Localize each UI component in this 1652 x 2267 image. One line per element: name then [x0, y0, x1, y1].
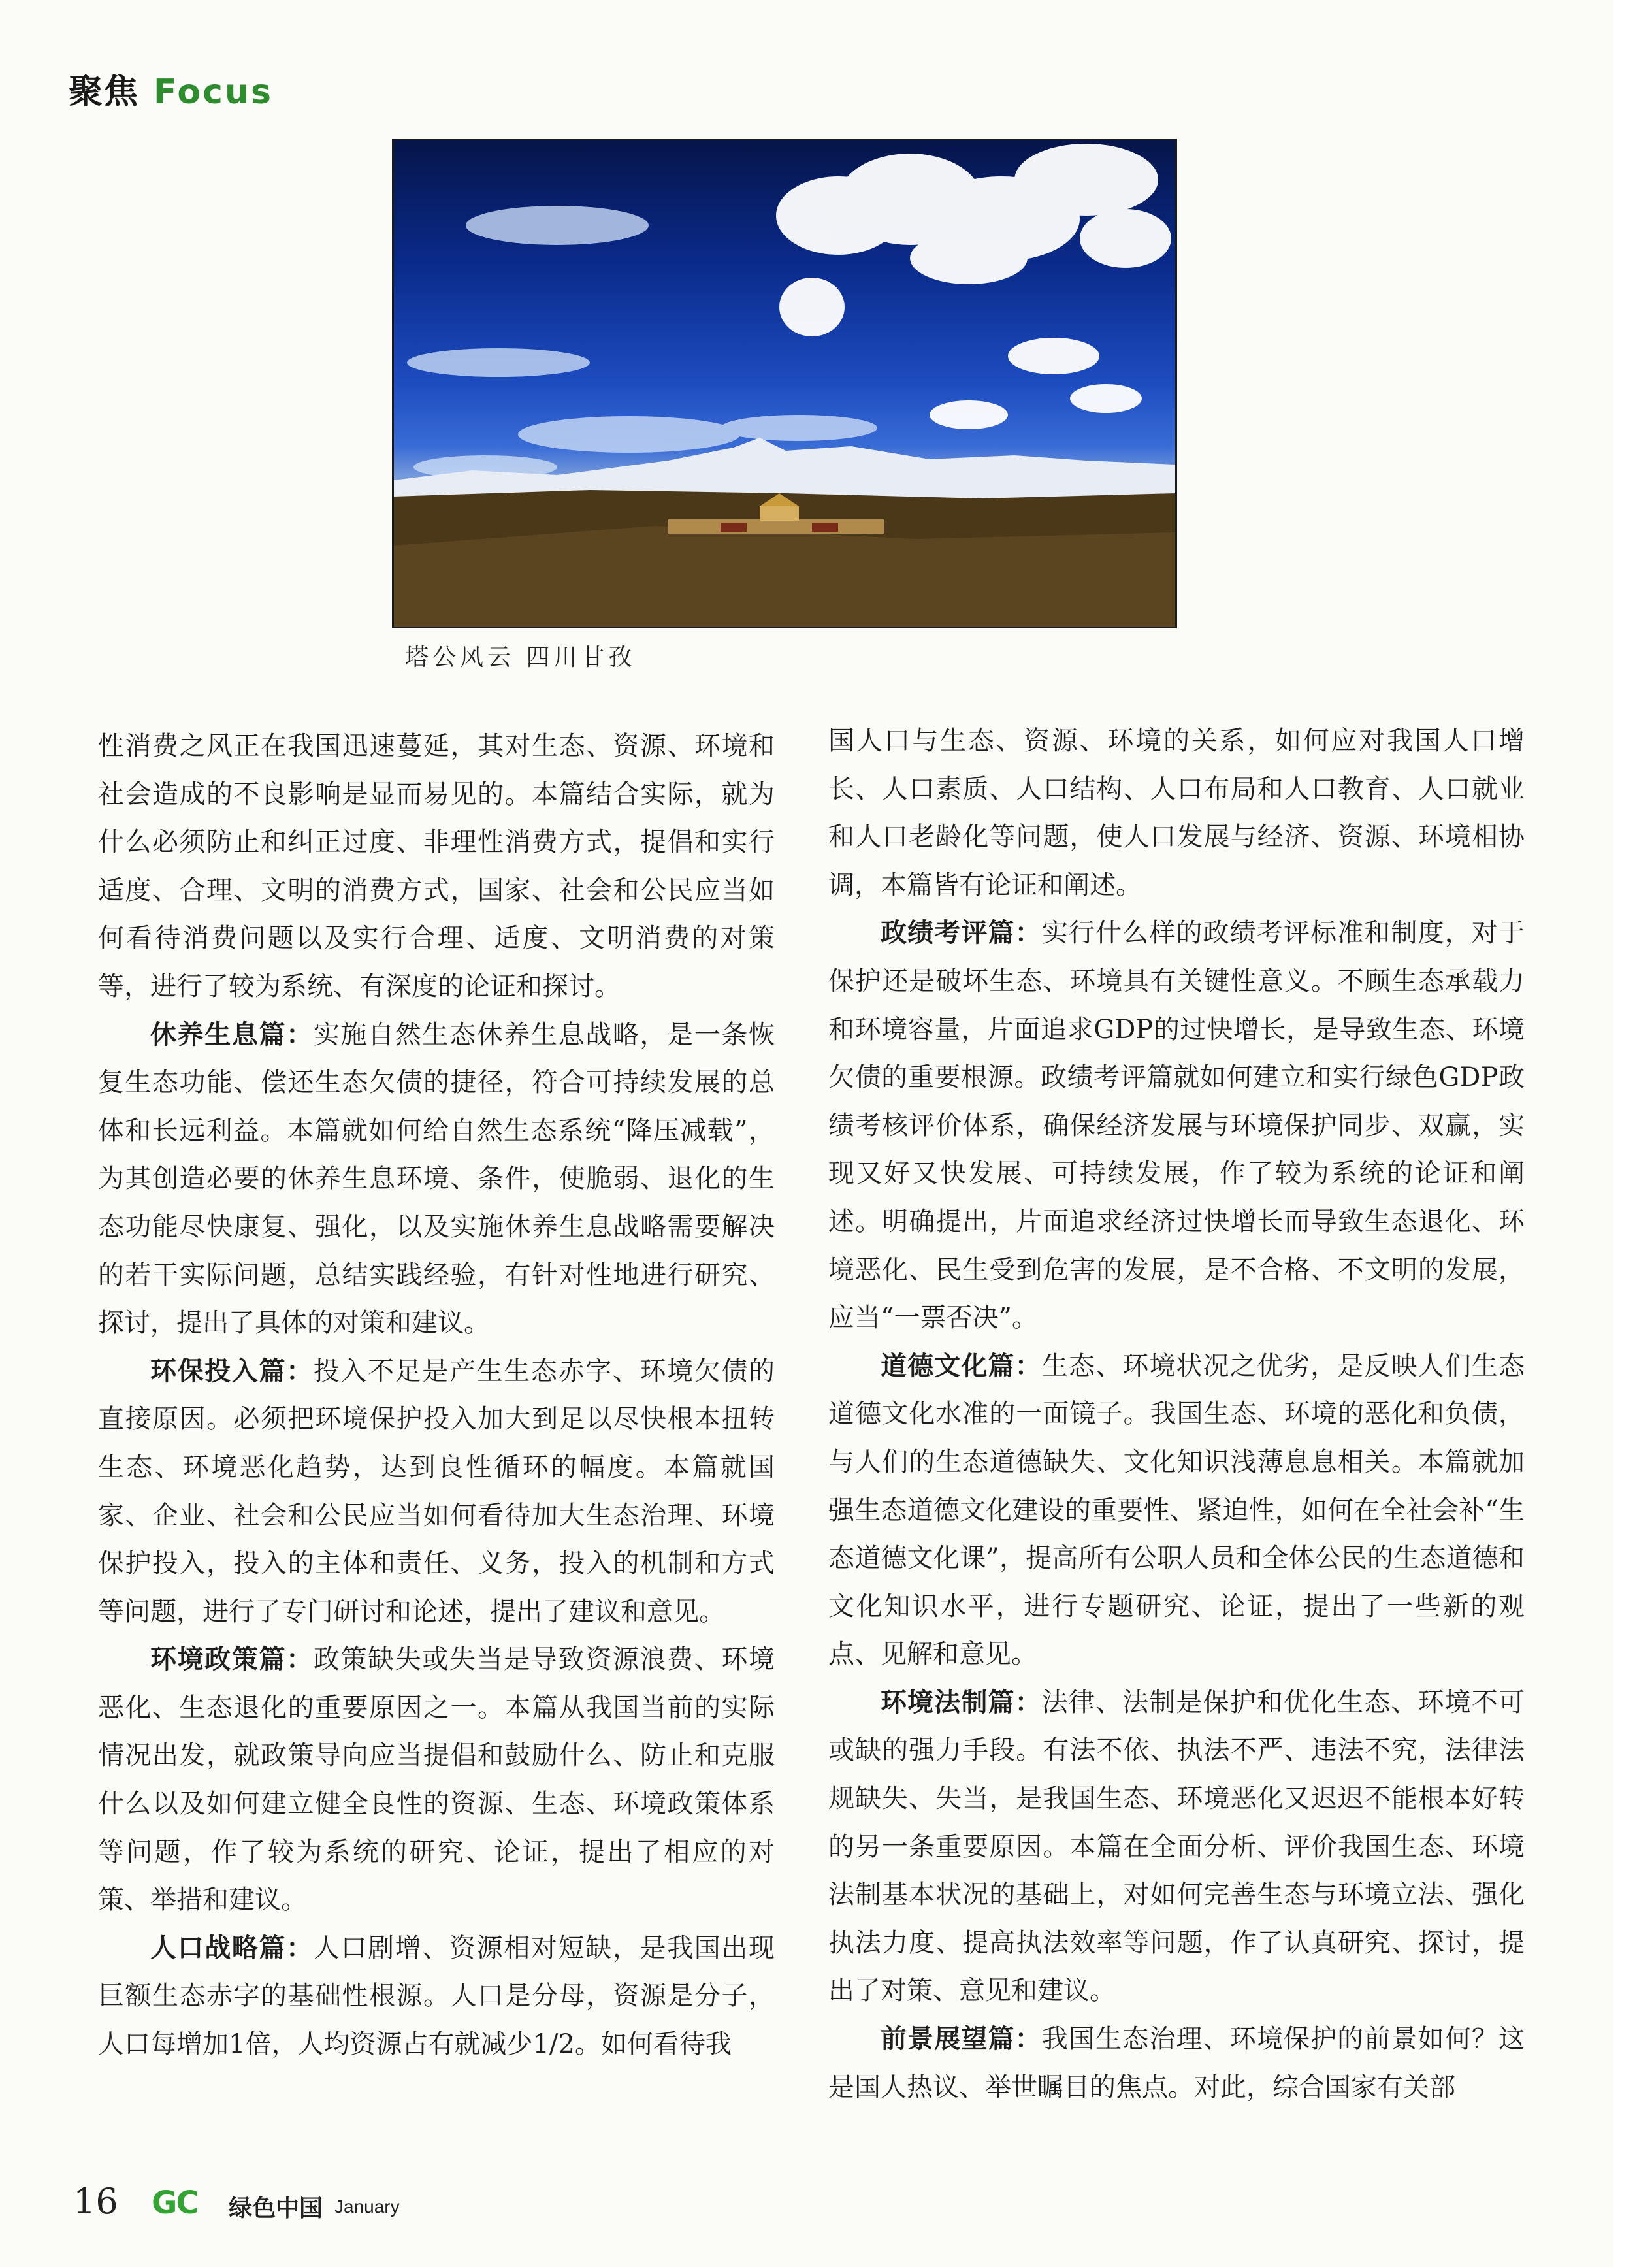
paragraph-heading: 人口战略篇： — [150, 1933, 314, 1963]
foreground-field — [394, 526, 1175, 627]
paragraph-population-cont — [828, 717, 1525, 909]
paragraph-text: 人口剧增、资源相对短缺，是我国出现巨额生态赤字的基础性根源。人口是分母，资源是分子，人口每增加1倍，人均资源占有就减少1/2。如何看待我 — [98, 1933, 775, 2060]
photo-caption: 塔公风云 四川甘孜 — [405, 644, 636, 671]
issue-month: January — [334, 2196, 400, 2217]
paragraph-outlook — [828, 2015, 1525, 2112]
paragraph-performance-eval — [828, 909, 1525, 1342]
paragraph-text: 投入不足是产生生态赤字、环境欠债的直接原因。必须把环境保护投入加大到足以尽快根本扭转生态、环境恶化趋势，达到良性循环的幅度。本篇就国家、企业、社会和公民应当如何看待加大生态治理、环境保护投入，投入的主体和责任、义务，投入的机制和方式等问题，进行了专门研讨和论述，提出了建议和意见。 — [98, 1356, 775, 1627]
paragraph-heading: 环境法制篇： — [881, 1687, 1042, 1718]
magazine-logo-icon: GC — [152, 2185, 198, 2221]
left-text-column — [98, 723, 775, 2069]
scan-margin — [1613, 0, 1652, 2267]
paragraph-text: 国人口与生态、资源、环境的关系，如何应对我国人口增长、人口素质、人口结构、人口布局和人口教育、人口就业和人口老龄化等问题，使人口发展与经济、资源、环境相协调，本篇皆有论证和阐述。 — [828, 726, 1525, 900]
right-text-column — [828, 717, 1525, 2112]
paragraph-heading: 前景展望篇： — [881, 2024, 1042, 2055]
paragraph-env-investment — [98, 1348, 775, 1637]
paragraph-text: 我国生态治理、环境保护的前景如何？这是国人热议、举世瞩目的焦点。对此，综合国家有关部 — [828, 2024, 1525, 2102]
paragraph-text: 法律、法制是保护和优化生态、环境不可或缺的强力手段。有法不依、执法不严、违法不究，法律法规缺失、失当，是我国生态、环境恶化又迟迟不能根本好转的另一条重要原因。本篇在全面分析、评价我国生态、环境法制基本状况的基础上，对如何完善生态与环境立法、强化执法力度、提高执法效率等问题，作了认真研究、探讨，提出了对策、意见和建议。 — [828, 1687, 1525, 2006]
paragraph-heading: 休养生息篇： — [150, 1019, 314, 1050]
section-title-en: Focus — [154, 73, 273, 112]
paragraph-heading: 政绩考评篇： — [881, 918, 1042, 949]
paragraph-text: 实施自然生态休养生息战略，是一条恢复生态功能、偿还生态欠债的捷径，符合可持续发展的总体和长远利益。本篇就如何给自然生态系统“降压减载”，为其创造必要的休养生息环境、条件，使脆弱、退化的生态功能尽快康复、强化，以及实施休养生息战略需要解决的若干实际问题，总结实践经验，有针对性地进行研究、探讨，提出了具体的对策和建议。 — [98, 1019, 775, 1339]
paragraph-text: 实行什么样的政绩考评标准和制度，对于保护还是破坏生态、环境具有关键性意义。不顾生态承载力和环境容量，片面追求GDP的过快增长，是导致生态、环境欠债的重要根源。政绩考评篇就如何建立和实行绿色GDP政绩考核评价体系，确保经济发展与环境保护同步、双赢，实现又好又快发展、可持续发展，作了较为系统的论证和阐述。明确提出，片面追求经济过快增长而导致生态退化、环境恶化、民生受到危害的发展，是不合格、不文明的发展，应当“一票否决”。 — [828, 918, 1525, 1333]
paragraph-heading: 环境政策篇： — [150, 1644, 314, 1675]
paragraph-heading: 环保投入篇： — [150, 1356, 314, 1386]
magazine-name: 绿色中国 — [229, 2195, 323, 2222]
section-title-cn: 聚焦 — [69, 73, 140, 112]
paragraph-env-law — [828, 1679, 1525, 2015]
section-header — [69, 64, 273, 113]
paragraph-population — [98, 1925, 775, 2069]
landscape-photo — [392, 139, 1177, 628]
paragraph-text: 生态、环境状况之优劣，是反映人们生态道德文化水准的一面镜子。我国生态、环境的恶化和负债，与人们的生态道德缺失、文化知识浅薄息息相关。本篇就加强生态道德文化建设的重要性、紧迫性，如何在全社会补“生态道德文化课”，提高所有公职人员和全体公民的生态道德和文化知识水平，进行专题研究、论证，提出了一些新的观点、见解和意见。 — [828, 1350, 1525, 1670]
paragraph-heading: 道德文化篇： — [881, 1350, 1042, 1381]
photo-illustration — [394, 140, 1175, 627]
paragraph-consumption — [98, 723, 775, 1011]
paragraph-text: 性消费之风正在我国迅速蔓延，其对生态、资源、环境和社会造成的不良影响是显而易见的。本篇结合实际，就为什么必须防止和纠正过度、非理性消费方式，提倡和实行适度、合理、文明的消费方式，国家、社会和公民应当如何看待消费问题以及实行合理、适度、文明消费的对策等，进行了较为系统、有深度的论证和探讨。 — [98, 731, 775, 1002]
clouds — [776, 144, 1171, 429]
paragraph-moral-culture — [828, 1343, 1525, 1679]
paragraph-env-policy — [98, 1636, 775, 1925]
paragraph-recuperation — [98, 1011, 775, 1348]
page-number: 16 — [73, 2181, 118, 2222]
paragraph-text: 政策缺失或失当是导致资源浪费、环境恶化、生态退化的重要原因之一。本篇从我国当前的实际情况出发，就政策导向应当提倡和鼓励什么、防止和克服什么以及如何建立健全良性的资源、生态、环境政策体系等问题，作了较为系统的研究、论证，提出了相应的对策、举措和建议。 — [98, 1644, 775, 1916]
